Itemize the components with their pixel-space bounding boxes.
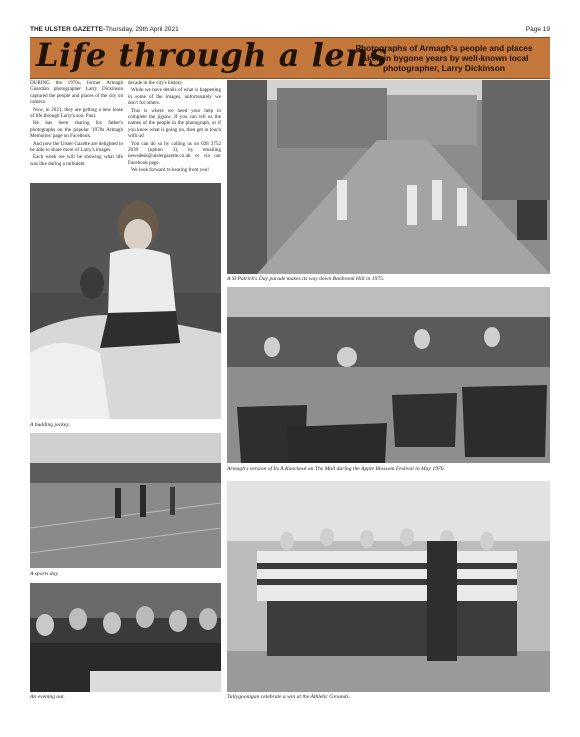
page-number: Page 19 (525, 26, 550, 33)
headline-banner (30, 37, 550, 79)
paragraph: And now the Ulster Gazette are delighted to be able to share more of Larry's images. (30, 140, 123, 154)
paragraph: We look forward to hearing from you! (131, 167, 209, 174)
caption-parade: A St Patrick's Day parade makes its way down Banbrook Hill in 1975. (227, 276, 385, 282)
paragraph: He has been sharing his father's photographs on the popular '1970s Armagh Memories' page on Facebook. (30, 120, 123, 140)
photo-tullygoonigan (227, 481, 550, 692)
caption-tullygoonigan: Tullygoonigan celebrate a win at the Athletic Grounds. (227, 694, 351, 700)
caption-evening-out: An evening out. (30, 694, 65, 700)
standfirst: Photographs of Armagh's people and places taken in bygone years by well-known local photographer, Larry Dickinson (355, 43, 533, 73)
photo-jockey (30, 183, 221, 419)
article-column-1 (30, 80, 123, 168)
masthead: THE ULSTER GAZETTE-Thursday, 29th April 2021 Page 19 (30, 26, 550, 33)
photo-sports-day (30, 433, 221, 568)
paragraph: This is where we need your help to complete the jigsaw. If you can tell us the names of the people in the photograph, or if you know what is going on, then get in touch with us! (128, 107, 221, 140)
headline: Life through a lens (36, 36, 388, 74)
photo-parade (227, 80, 550, 274)
caption-knockout: Armagh's version of Its A Knockout on The Mall during the Apple Blossom Festival in May 1976. (227, 466, 445, 472)
article-column-2 (128, 80, 221, 175)
issue-date: Thursday, 29th April 2021 (105, 26, 179, 33)
paragraph: You can do so by calling us on 028 3752 2639 (option 3), by emailing newsdesk@ulstergazette.co.uk or via our Facebook page. (128, 140, 221, 166)
paragraph: DURING the 1970s, former Armagh Guardian photographer Larry Dickinson captured the people and places of the city on camera. (30, 80, 123, 106)
paragraph: Now, in 2021, they are getting a new lease of life through Larry's son, Paul. (30, 106, 123, 120)
paragraph: decade in the city's history. (128, 80, 184, 86)
caption-sports-day: A sports day. (30, 571, 59, 577)
caption-jockey: A budding jockey. (30, 422, 70, 428)
paragraph: While we have details of what is happening in some of the images, unfortunately we don't for others. (128, 87, 221, 107)
paper-name: THE ULSTER GAZETTE (30, 26, 103, 33)
paragraph: Each week we will be showing what life was like during a turbulent (30, 154, 123, 167)
photo-knockout (227, 287, 550, 463)
photo-evening-out (30, 583, 221, 692)
